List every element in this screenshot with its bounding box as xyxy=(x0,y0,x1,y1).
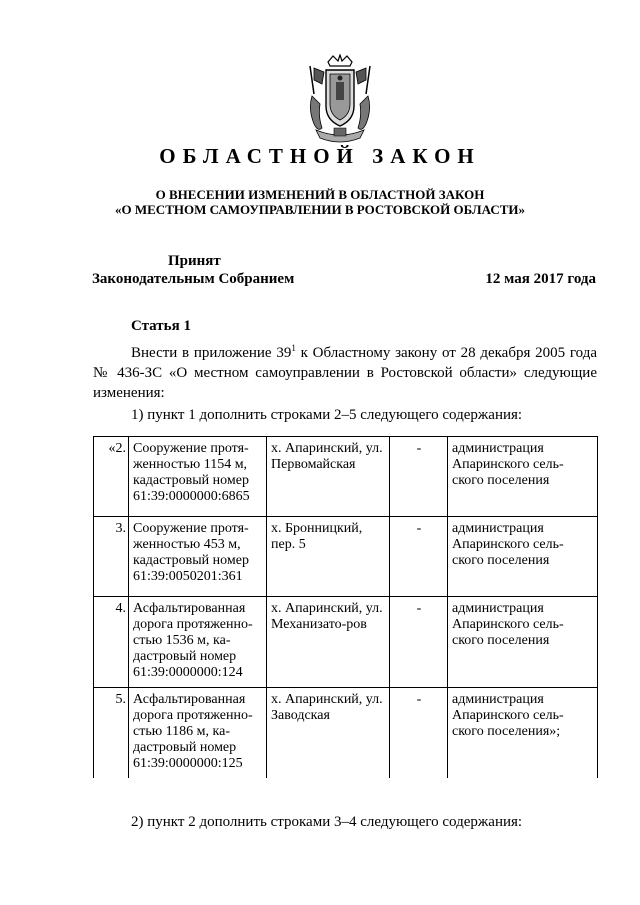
table-row xyxy=(94,517,598,597)
row-dash: - xyxy=(390,597,448,688)
objects-table xyxy=(93,436,598,778)
law-title: ОБЛАСТНОЙ ЗАКОН xyxy=(159,144,481,168)
row-address: х. Бронницкий, пер. 5 xyxy=(267,517,390,597)
subtitle-line-2: «О МЕСТНОМ САМОУПРАВЛЕНИИ В РОСТОВСКОЙ ОБЛАСТИ» xyxy=(115,202,525,217)
row-organization: администрация Апаринского сель-ского поселения xyxy=(448,597,598,688)
row-number: 4. xyxy=(94,597,129,688)
intro-text-start: Внести в приложение 39 xyxy=(131,345,292,361)
item-1-text: 1) пункт 1 дополнить строками 2–5 следующего содержания: xyxy=(131,407,523,423)
row-dash: - xyxy=(390,437,448,517)
table-row xyxy=(94,688,598,779)
adopted-label: Принят xyxy=(168,253,221,269)
article-heading: Статья 1 xyxy=(131,318,191,334)
article-intro xyxy=(93,343,597,403)
adopted-by: Законодательным Собранием xyxy=(92,271,295,287)
subtitle-line-1: О ВНЕСЕНИИ ИЗМЕНЕНИЙ В ОБЛАСТНОЙ ЗАКОН xyxy=(155,187,485,202)
row-organization: администрация Апаринского сель-ского поселения xyxy=(448,437,598,517)
row-number: «2. xyxy=(94,437,129,517)
coat-of-arms-icon xyxy=(300,54,380,146)
row-address: х. Апаринский, ул. Механизато-ров xyxy=(267,597,390,688)
row-object: Асфальтированная дорога протяженно-стью 1536 м, ка-дастровый номер 61:39:0000000:124 xyxy=(129,597,267,688)
row-object: Сооружение протя-женностью 453 м, кадастровый номер 61:39:0050201:361 xyxy=(129,517,267,597)
row-object: Асфальтированная дорога протяженно-стью 1186 м, ка-дастровый номер 61:39:0000000:125 xyxy=(129,688,267,779)
adoption-date: 12 мая 2017 года xyxy=(485,271,596,287)
row-number: 3. xyxy=(94,517,129,597)
table-row xyxy=(94,437,598,517)
intro-superscript: 1 xyxy=(291,343,296,353)
item-2-text: 2) пункт 2 дополнить строками 3–4 следующего содержания: xyxy=(131,814,523,830)
row-organization: администрация Апаринского сель-ского поселения»; xyxy=(448,688,598,779)
table-row xyxy=(94,597,598,688)
row-organization: администрация Апаринского сель-ского поселения xyxy=(448,517,598,597)
row-address: х. Апаринский, ул. Первомайская xyxy=(267,437,390,517)
law-subtitle xyxy=(0,187,640,217)
row-address: х. Апаринский, ул. Заводская xyxy=(267,688,390,779)
intro-text-end: к Областному закону от 28 декабря 2005 года № 436-ЗС «О местном самоуправлении в Ростовской области» следующие изменения: xyxy=(93,345,597,401)
row-dash: - xyxy=(390,688,448,779)
row-dash: - xyxy=(390,517,448,597)
row-object: Сооружение протя-женностью 1154 м, кадастровый номер 61:39:0000000:6865 xyxy=(129,437,267,517)
row-number: 5. xyxy=(94,688,129,779)
